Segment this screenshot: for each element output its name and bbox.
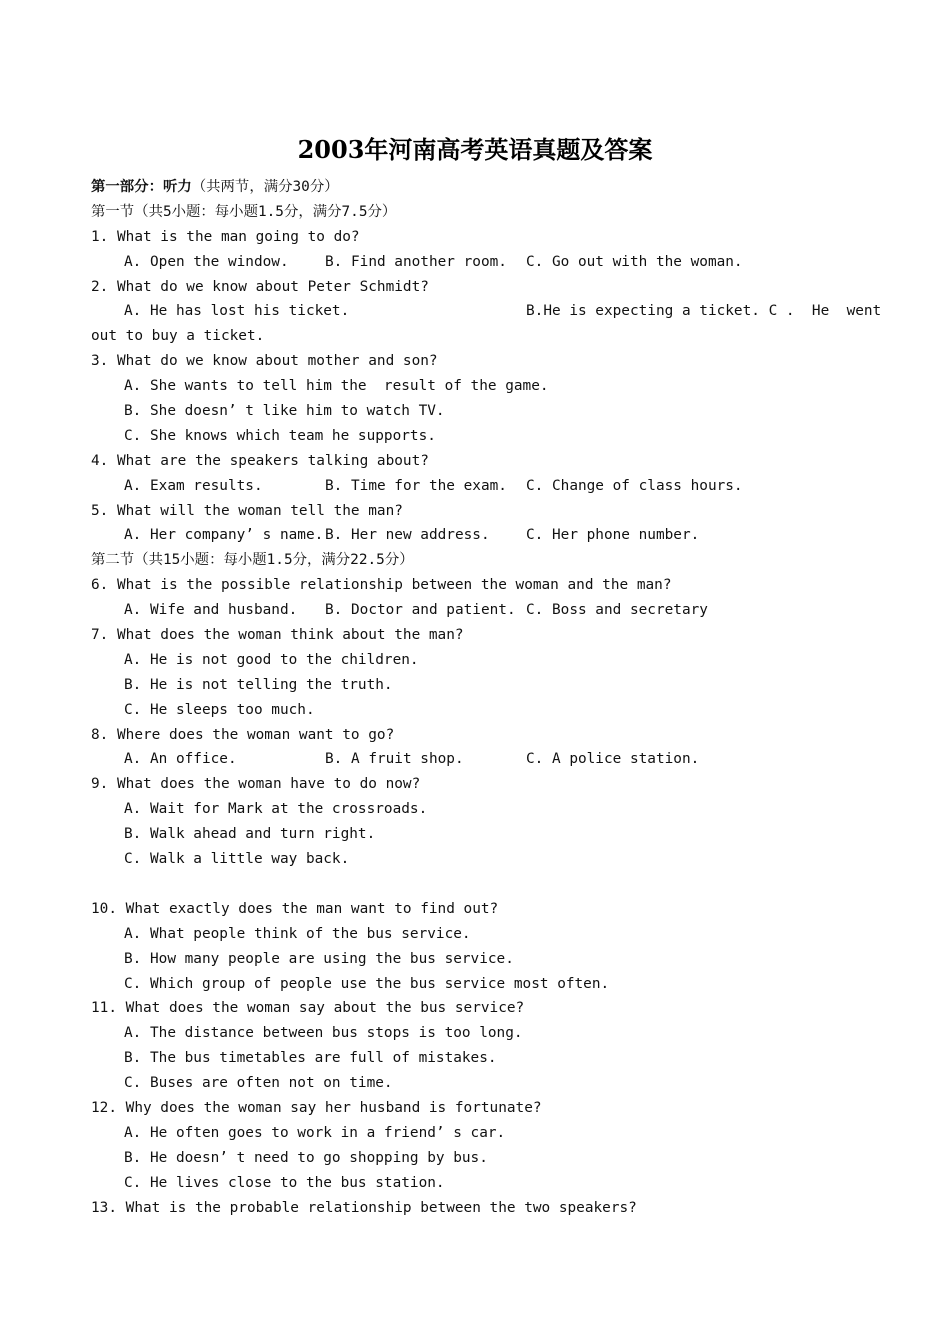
question-1-options — [91, 250, 871, 275]
question-5: 5. What will the woman tell the man? — [91, 502, 403, 519]
option-b: B. The bus timetables are full of mistakes. — [124, 1050, 497, 1067]
section2-heading: 第二节（共15小题：每小题1.5分，满分22.5分） — [91, 552, 414, 569]
option-a: A. Her company’ s name. — [124, 527, 324, 544]
question-7: 7. What does the woman think about the man? — [91, 627, 464, 644]
option-a: A. Open the window. — [124, 253, 289, 270]
part1-heading-rest: （共两节，满分30分） — [191, 179, 339, 195]
option-b: B. A fruit shop. — [325, 751, 464, 768]
part1-heading — [91, 175, 871, 200]
question-10: 10. What exactly does the man want to find out? — [91, 900, 499, 917]
question-6: 6. What is the possible relationship between the woman and the man? — [91, 577, 672, 594]
question-11: 11. What does the woman say about the bus service? — [91, 1000, 525, 1017]
question-6-options — [91, 598, 871, 623]
question-4-options — [91, 474, 871, 499]
option-b: B. He is not telling the truth. — [124, 676, 393, 693]
option-b: B. Find another room. — [325, 253, 507, 270]
option-a: A. The distance between bus stops is too long. — [124, 1025, 523, 1042]
option-a: A. He often goes to work in a friend’ s car. — [124, 1124, 506, 1141]
option-a: A. Wait for Mark at the crossroads. — [124, 801, 428, 818]
option-a: A. Exam results. — [124, 477, 263, 494]
question-4: 4. What are the speakers talking about? — [91, 452, 429, 469]
part1-heading-bold: 第一部分：听力 — [91, 179, 192, 195]
question-12: 12. Why does the woman say her husband is fortunate? — [91, 1099, 542, 1116]
option-c: C. A police station. — [526, 751, 700, 768]
question-2-options — [91, 299, 882, 324]
question-2: 2. What do we know about Peter Schmidt? — [91, 278, 429, 295]
option-b-c: B.He is expecting a ticket. C . He went — [526, 303, 882, 320]
question-1: 1. What is the man going to do? — [91, 228, 360, 245]
option-a: A. An office. — [124, 751, 237, 768]
blank-line — [91, 872, 871, 897]
option-c: C. Her phone number. — [526, 527, 700, 544]
question-13: 13. What is the probable relationship between the two speakers? — [91, 1199, 637, 1216]
option-b: B. Doctor and patient. — [325, 602, 516, 619]
option-a: A. She wants to tell him the result of the game. — [124, 378, 549, 395]
option-a: A. What people think of the bus service. — [124, 925, 471, 942]
option-b: B. How many people are using the bus service. — [124, 950, 514, 967]
option-c: C. He lives close to the bus station. — [124, 1174, 445, 1191]
document-body — [91, 175, 882, 1220]
option-b: B. Time for the exam. — [325, 477, 507, 494]
option-a: A. He has lost his ticket. — [124, 303, 350, 320]
document-title: 2003年河南高考英语真题及答案 — [297, 135, 653, 164]
option-b: B. He doesn’ t need to go shopping by bus. — [124, 1149, 488, 1166]
option-c: C. Walk a little way back. — [124, 851, 350, 868]
question-2-option-c-continued: out to buy a ticket. — [91, 328, 265, 345]
question-3: 3. What do we know about mother and son? — [91, 353, 438, 370]
question-5-options — [91, 523, 871, 548]
option-c: C. He sleeps too much. — [124, 701, 315, 718]
option-b: B. She doesn’ t like him to watch TV. — [124, 403, 445, 420]
option-b: B. Her new address. — [325, 527, 490, 544]
question-8-options — [91, 747, 871, 772]
option-c: C. Boss and secretary — [526, 602, 708, 619]
option-c: C. Which group of people use the bus service most often. — [124, 975, 610, 992]
question-8: 8. Where does the woman want to go? — [91, 726, 395, 743]
option-a: A. Wife and husband. — [124, 602, 298, 619]
section1-heading: 第一节（共5小题：每小题1.5分，满分7.5分） — [91, 203, 397, 220]
option-b: B. Walk ahead and turn right. — [124, 826, 376, 843]
option-c: C. Buses are often not on time. — [124, 1075, 393, 1092]
option-c: C. Go out with the woman. — [526, 253, 743, 270]
option-c: C. She knows which team he supports. — [124, 427, 436, 444]
question-9: 9. What does the woman have to do now? — [91, 776, 421, 793]
option-a: A. He is not good to the children. — [124, 651, 419, 668]
option-c: C. Change of class hours. — [526, 477, 743, 494]
